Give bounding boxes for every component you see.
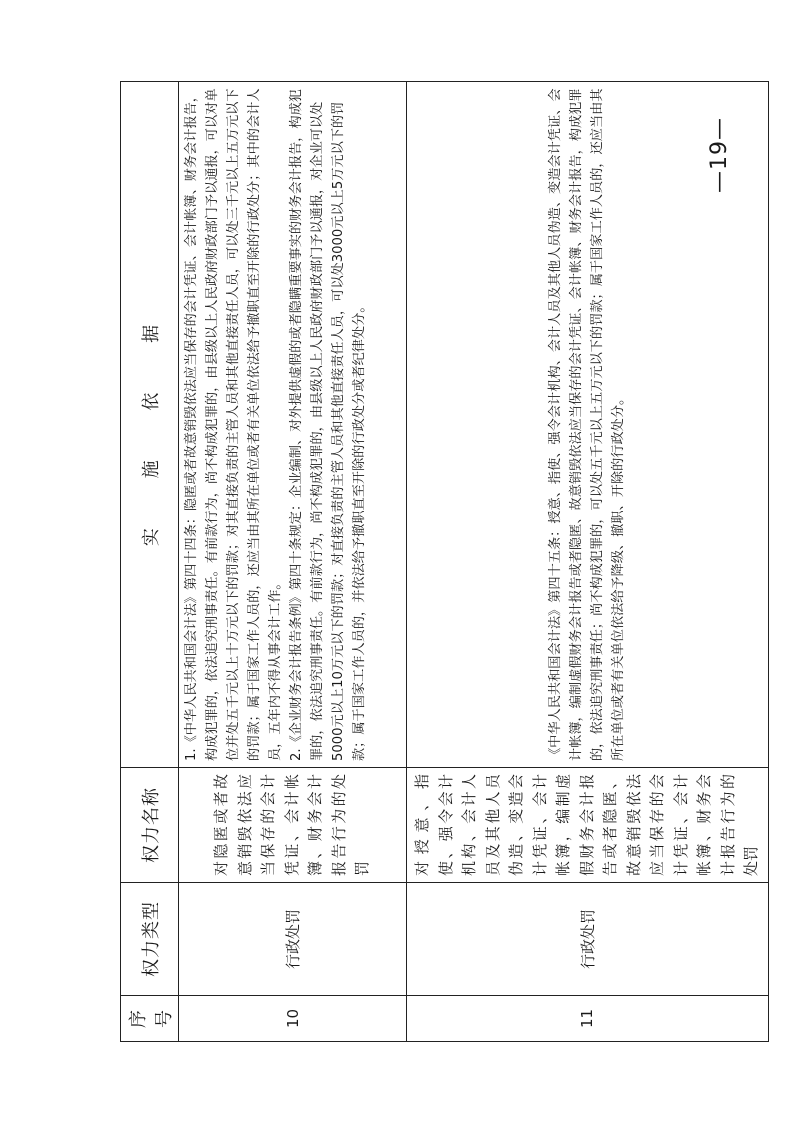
row-basis xyxy=(179,82,407,768)
table-row xyxy=(179,82,407,1042)
row-type: 行政处罚 xyxy=(407,883,769,996)
row-name: 对授意、指使、强令会计机构、会计人员及其他人员伪造、变造会计凭证、会计帐簿，编制虚假财务会计报告或者隐匿、故意销毁依法应当保存的会计凭证、会计帐簿、财务会计报告行为的处罚 xyxy=(407,768,769,883)
basis-paragraph: 《中华人民共和国会计法》第四十五条：授意、指使、强令会计机构、会计人员及其他人员伪造、变造会计凭证、会计帐簿，编制虚假财务会计报告或者隐匿、故意销毁依法应当保存的会计凭证、会计帐簿、财务会计报告，构成犯罪的，依法追究刑事责任；尚不构成犯罪的，可以处五千元以上五万元以下的罚款；属于国家工作人员的，还应当由其所在单位或者有关单位依法给予降级、撤职、开除的行政处分。 xyxy=(548,88,627,761)
row-no: 10 xyxy=(179,996,407,1042)
row-name: 对隐匿或者故意销毁依法应当保存的会计凭证、会计帐簿、财务会计报告行为的处罚 xyxy=(179,768,407,883)
header-name: 权力名称 xyxy=(121,768,179,883)
header-basis: 实 施 依 据 xyxy=(121,82,179,768)
header-type: 权力类型 xyxy=(121,883,179,996)
table-header-row xyxy=(121,82,179,1042)
basis-paragraph: 1.《中华人民共和国会计法》第四十四条：隐匿或者故意销毁依法应当保存的会计凭证、会计帐簿、财务会计报告，构成犯罪的，依法追究刑事责任。有前款行为，尚不构成犯罪的，由县级以上人民政府财政部门予以通报，可以对单位并处五千元以上十万元以下的罚款；对其直接负责的主管人员和其他直接责任人员，可以处三千元以上五万元以下的罚款；属于国家工作人员的，还应当由其所在单位或者有关单位依法给予撤职直至开除的行政处分；其中的会计人员，五年内不得从事会计工作。 xyxy=(184,88,283,761)
header-no: 序号 xyxy=(121,996,179,1042)
page-number: —19— xyxy=(707,117,732,193)
row-type: 行政处罚 xyxy=(179,883,407,996)
power-list-table xyxy=(120,81,769,1042)
basis-paragraph: 2.《企业财务会计报告条例》第四十条规定：企业编制、对外提供虚假的或者隐瞒重要事实的财务会计报告，构成犯罪的，依法追究刑事责任。有前款行为，尚不构成犯罪的，由县级以上人民政府财政部门予以通报，对企业可以处5000元以上10万元以下的罚款；对直接负责的主管人员和其他直接责任人员，可以处3000元以上5万元以下的罚款；属于国家工作人员的，并依法给予撤职直至开除的行政处分或者纪律处分。 xyxy=(289,89,367,761)
row-no: 11 xyxy=(407,996,769,1042)
